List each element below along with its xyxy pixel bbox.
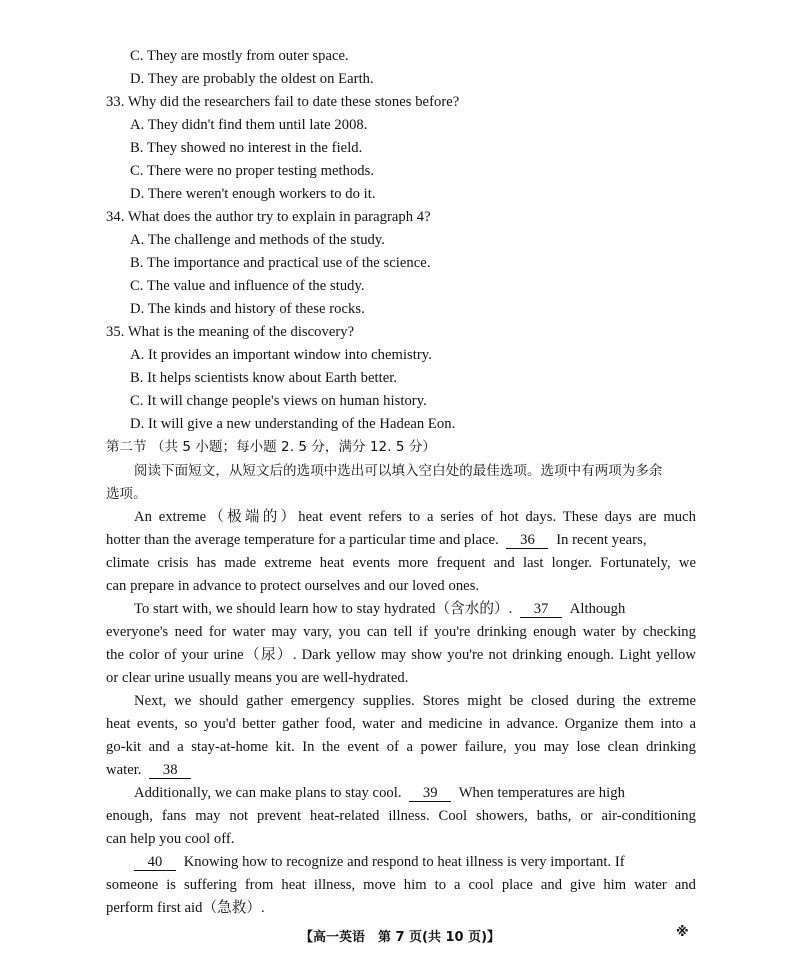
passage-p3-line1: Next, we should gather emergency supplies. Stores might be closed during the extreme [134,693,696,709]
passage-p4-line3: can help you cool off. [106,831,235,847]
section-title: 第二节 （共 5 小题；每小题 2. 5 分，满分 12. 5 分） [106,439,436,455]
passage-p1-line3: climate crisis has made extreme heat events more frequent and last longer. Fortunately, we [106,555,696,571]
passage-text: To start with, we should learn how to stay hydrated（含水的）. [134,601,513,617]
q35-stem: 35. What is the meaning of the discovery? [106,324,355,340]
q34-stem: 34. What does the author try to explain in paragraph 4? [106,209,431,225]
passage-p4-line1 [134,784,625,802]
blank-39: 39 [409,785,451,802]
q35-option-b: B. It helps scientists know about Earth better. [130,370,398,386]
blank-37: 37 [520,601,562,618]
q32-option-c: C. They are mostly from outer space. [130,48,349,64]
passage-p2-line1 [134,600,625,618]
passage-p1-line1: An extreme（极端的）heat event refers to a series of hot days. These days are much [134,509,696,525]
q34-option-a: A. The challenge and methods of the study. [130,232,385,248]
q33-option-b: B. They showed no interest in the field. [130,140,363,156]
passage-text: water. [106,762,142,778]
q34-option-b: B. The importance and practical use of the science. [130,255,431,271]
passage-p3-line4 [106,761,195,779]
blank-36: 36 [506,532,548,549]
passage-p5-line1 [134,853,625,871]
passage-text: hotter than the average temperature for a particular time and place. [106,532,499,548]
passage-p2-line4: or clear urine usually means you are well-hydrated. [106,670,409,686]
q35-option-a: A. It provides an important window into chemistry. [130,347,432,363]
passage-p2-line2: everyone's need for water may vary, you can tell if you're drinking enough water by checking [106,624,696,640]
passage-text: Additionally, we can make plans to stay cool. [134,785,402,801]
q34-option-d: D. The kinds and history of these rocks. [130,301,365,317]
passage-p4-line2: enough, fans may not prevent heat-related illness. Cool showers, baths, or air-conditioning [106,808,696,824]
passage-text: When temperatures are high [458,785,625,801]
blank-38: 38 [149,762,191,779]
passage-p3-line2: heat events, so you'd better gather food, water and medicine in advance. Organize them into a [106,716,696,732]
passage-p2-line3: the color of your urine（尿）. Dark yellow may show you're not drinking enough. Light yellow [106,647,696,663]
page-footer: 【高一英语 第 7 页(共 10 页)】 [299,930,501,945]
passage-text: Knowing how to recognize and respond to heat illness is very important. If [183,854,625,870]
passage-text: Although [569,601,626,617]
passage-p1-line4: can prepare in advance to protect ourselves and our loved ones. [106,578,480,594]
passage-p3-line3: go-kit and a stay-at-home kit. In the event of a power failure, you may lose clean drinking [106,739,696,755]
footer-mark: ※ [676,925,689,940]
q32-option-d: D. They are probably the oldest on Earth. [130,71,374,87]
passage-p5-line3: perform first aid（急救）. [106,900,265,916]
q35-option-c: C. It will change people's views on human history. [130,393,427,409]
q35-option-d: D. It will give a new understanding of the Hadean Eon. [130,416,456,432]
passage-p1-line2 [106,531,647,549]
q34-option-c: C. The value and influence of the study. [130,278,365,294]
q33-option-c: C. There were no proper testing methods. [130,163,375,179]
passage-p5-line2: someone is suffering from heat illness, move him to a cool place and give him water and [106,877,696,893]
section-instruction: 阅读下面短文，从短文后的选项中选出可以填入空白处的最佳选项。选项中有两项为多余 [134,463,663,479]
passage-text: In recent years, [556,532,647,548]
q33-option-d: D. There weren't enough workers to do it. [130,186,376,202]
blank-40: 40 [134,854,176,871]
q33-option-a: A. They didn't find them until late 2008. [130,117,368,133]
q33-stem: 33. Why did the researchers fail to date these stones before? [106,94,460,110]
section-instruction-cont: 选项。 [106,486,147,502]
